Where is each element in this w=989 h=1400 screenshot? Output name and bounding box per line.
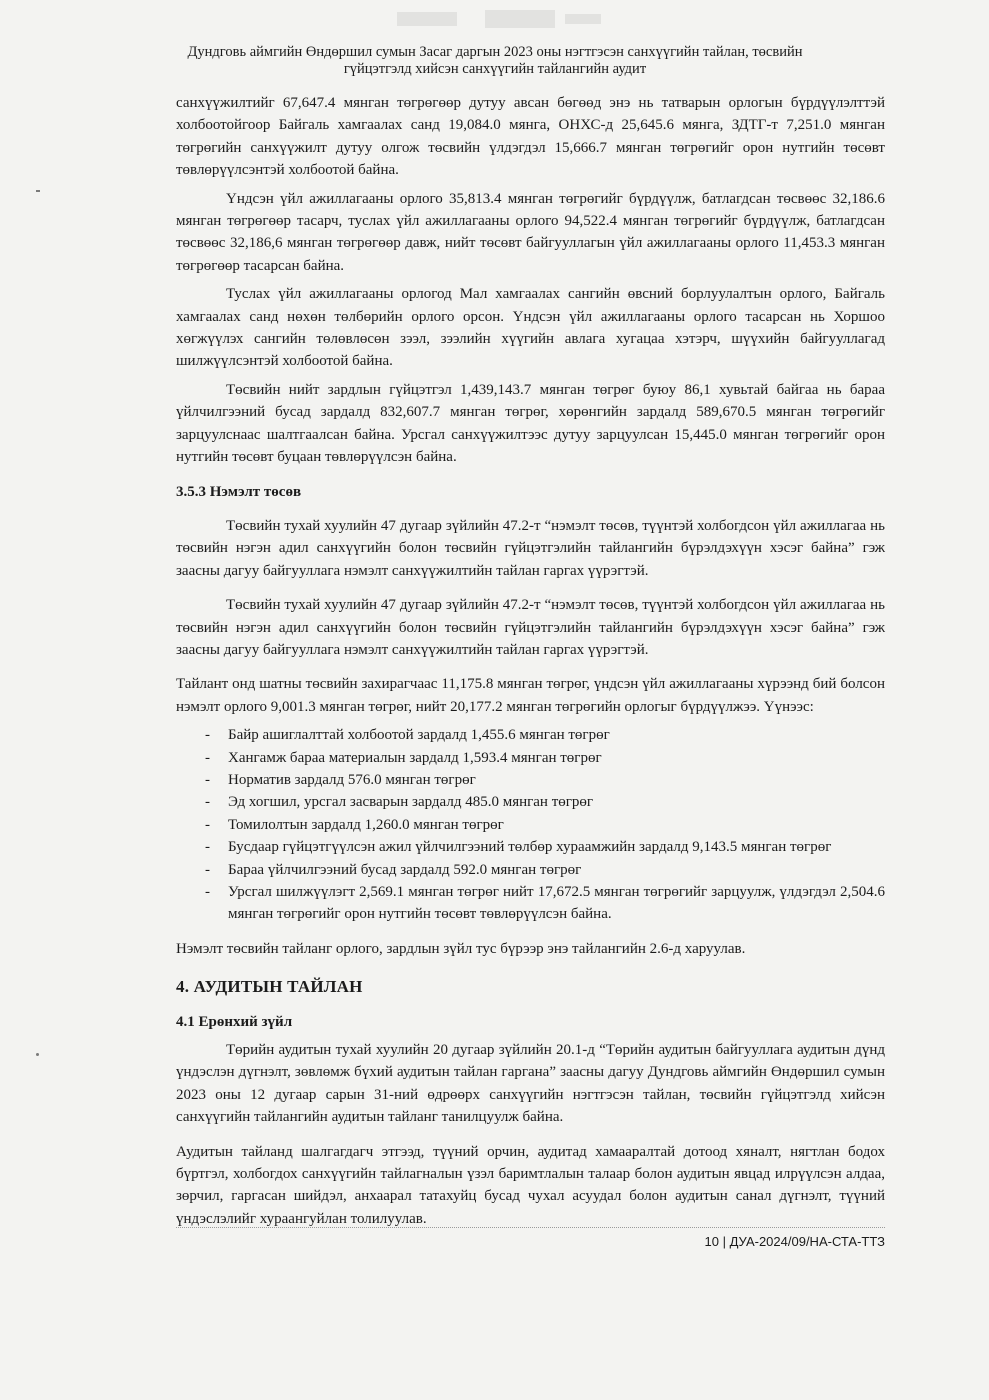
list-item: - Томилолтын зардалд 1,260.0 мянган төгрөг [228,814,885,836]
body-paragraph: Үндсэн үйл ажиллагааны орлого 35,813.4 мянган төгрөгийг бүрдүүлж, батлагдсан төсвөөс 32,186.6 мянган төгрөгөөр тасарч, туслах үйл ажиллагааны орлого 94,522.4 мянган төгрөгийг бүрдүүлж, батлагдсан төсвөөс 32,186,6 мянган төгрөгөөр давж, нийт төсөвт байгууллагын үйл ажиллагааны орлого 11,453.3 мянган төгрөгөөр тасарсан байна. [176,190,885,274]
scan-speck [36,1053,39,1056]
list-item: - Эд хогшил, урсгал засварын зардалд 485.0 мянган төгрөг [228,791,885,813]
scan-speck [36,190,40,192]
list-item: - Бараа үйлчилгээний бусад зардалд 592.0 мянган төгрөг [228,859,885,881]
expense-list [176,724,885,926]
list-item: - Бусдаар гүйцэтгүүлсэн ажил үйлчилгээний төлбөр хураамжийн зардалд 9,143.5 мянган төгрөг [228,836,885,858]
section-heading: 3.5.3 Нэмэлт төсөв [176,483,302,500]
list-item: - Байр ашиглалттай холбоотой зардалд 1,455.6 мянган төгрөг [228,724,885,746]
list-item: - Норматив зардалд 576.0 мянган төгрөг [228,769,885,791]
body-paragraph: Төсвийн тухай хуулийн 47 дугаар зүйлийн 47.2-т “нэмэлт төсөв, түүнтэй холбогдсон үйл ажиллагаа нь төсвийн нэгэн адил санхүүгийн болон төсвийн гүйцэтгэлийн тайлангийн бүрэлдэхүүн хэсэг байна” гэж заасны дагуу байгууллага нэмэлт санхүүжилтийн тайлан гаргах үүрэгтэй. [176,597,885,658]
header-line: Дундговь аймгийн Өндөршил сумын Засаг даргын 2023 оны нэгтгэсэн санхүүгийн тайлан, төсвийн [187,44,803,60]
body-paragraph: Нэмэлт төсвийн тайланг орлого, зардлын зүйл тус бүрээр энэ тайлангийн 2.6-д харуулав. [176,940,746,957]
body-paragraph: Төрийн аудитын тухай хуулийн 20 дугаар зүйлийн 20.1-д “Төрийн аудитын байгууллага аудитын дүнд үндэслэн дүгнэлт, зөвлөмж бүхий аудитын тайлан гаргана” заасны дагуу Дундговь аймгийн Өндөршил сумын 2023 оны 12 дугаар сарын 31-ний өдрөөрх санхүүгийн нэгтгэсэн тайлан, төсвийн гүйцэтгэлд хийсэн санхүүгийн тайлангийн аудитын тайланг танилцуулж байна. [176,1042,885,1126]
body-paragraph: Төсвийн нийт зардлын гүйцэтгэл 1,439,143.7 мянган төгрөг буюу 86,1 хувьтай байгаа нь бараа үйлчилгээний бусад зардалд 832,607.7 мянган төгрөг, хөрөнгийн зардалд 589,670.5 мянган төгрөгийг зарцуулснаас шалтгаалсан байна. Урсгал санхүүжилтээс дутуу зарцуулсан 15,445.0 мянган төгрөгийг орон нутгийн төсөвт буцаан төвлөрүүлсэн байна. [176,381,885,466]
body-paragraph: Тайлант онд шатны төсвийн захирагчаас 11,175.8 мянган төгрөг, үндсэн үйл ажиллагааны хүрээнд бий болсон нэмэлт орлого 9,001.3 мянган төгрөг, нийт 20,177.2 мянган төгрөгийн орлогыг бүрдүүлжээ. Үүнээс: [176,676,885,715]
body-paragraph: Аудитын тайланд шалгагдагч этгээд, түүний орчин, аудитад хамааралтай дотоод хяналт, нягтлан бодох бүртгэл, холбогдох санхүүгийн тайлагналын үзэл баримтлалын талаар болон аудитын явцад илрүүлсэн алдаа, зөрчил, гаргасан шийдэл, анхаарал татахуйц бусад чухал асуудал болон аудитын санал дүгнэлт, түүний үндэслэлийг хураангуйлан толилуулав. [176,1143,885,1227]
page-footer: 10 | ДУА-2024/09/НА-СТА-ТТЗ [704,1234,885,1249]
footer-divider [176,1227,885,1228]
chapter-heading: 4. АУДИТЫН ТАЙЛАН [176,977,363,997]
list-item: - Урсгал шилжүүлэгт 2,569.1 мянган төгрөг нийт 17,672.5 мянган төгрөгийг зарцуулж, үлдэгдэл 2,504.6 мянган төгрөгийг орон нутгийн төсөвт төвлөрүүлсэн байна. [228,881,885,926]
body-paragraph: санхүүжилтийг 67,647.4 мянган төгрөгөөр дутуу авсан бөгөөд энэ нь татварын орлогын бүрдүүлэлттэй холбоотойгоор Байгаль хамгаалах санд 19,084.0 мянга, ОНХС-д 25,645.6 мянга, ЗДТГ-т 7,251.0 мянган төгрөгийн санхүүжилт дутуу олгож төсвийн үлдэгдэл 15,666.7 мянган төгрөгийг орон нутгийн төсөвт төвлөрүүлсэнтэй холбоотой байна. [176,95,885,179]
faded-stamp-mark [395,8,605,30]
section-heading: 4.1 Ерөнхий зүйл [176,1013,293,1030]
body-paragraph: Төсвийн тухай хуулийн 47 дугаар зүйлийн 47.2-т “нэмэлт төсөв, түүнтэй холбогдсон үйл ажиллагаа нь төсвийн нэгэн адил санхүүгийн болон төсвийн гүйцэтгэлийн тайлангийн бүрэлдэхүүн хэсэг байна” гэж заасны дагуу байгууллага нэмэлт санхүүжилтийн тайлан гаргах үүрэгтэй. [176,517,885,579]
document-body [176,92,885,1230]
header-line: гүйцэтгэлд хийсэн санхүүгийн тайлангийн аудит [343,61,647,77]
running-header [150,44,840,78]
body-paragraph: Туслах үйл ажиллагааны орлогод Мал хамгаалах сангийн өвсний борлуулалтын орлого, Байгаль хамгаалах санд нөхөн төлбөрийн орлого орсон. Үндсэн үйл ажиллагааны орлого тасарсан нь Хоршоо хөгжүүлэх сангийн төлөвлөсөн зээл, зээлийн хүүгийн авлага хугацаа хэтэрч, шүүхийн байгууллагад шилжүүлсэнтэй холбоотой байна. [176,286,885,370]
list-item: - Хангамж бараа материалын зардалд 1,593.4 мянган төгрөг [228,747,885,769]
